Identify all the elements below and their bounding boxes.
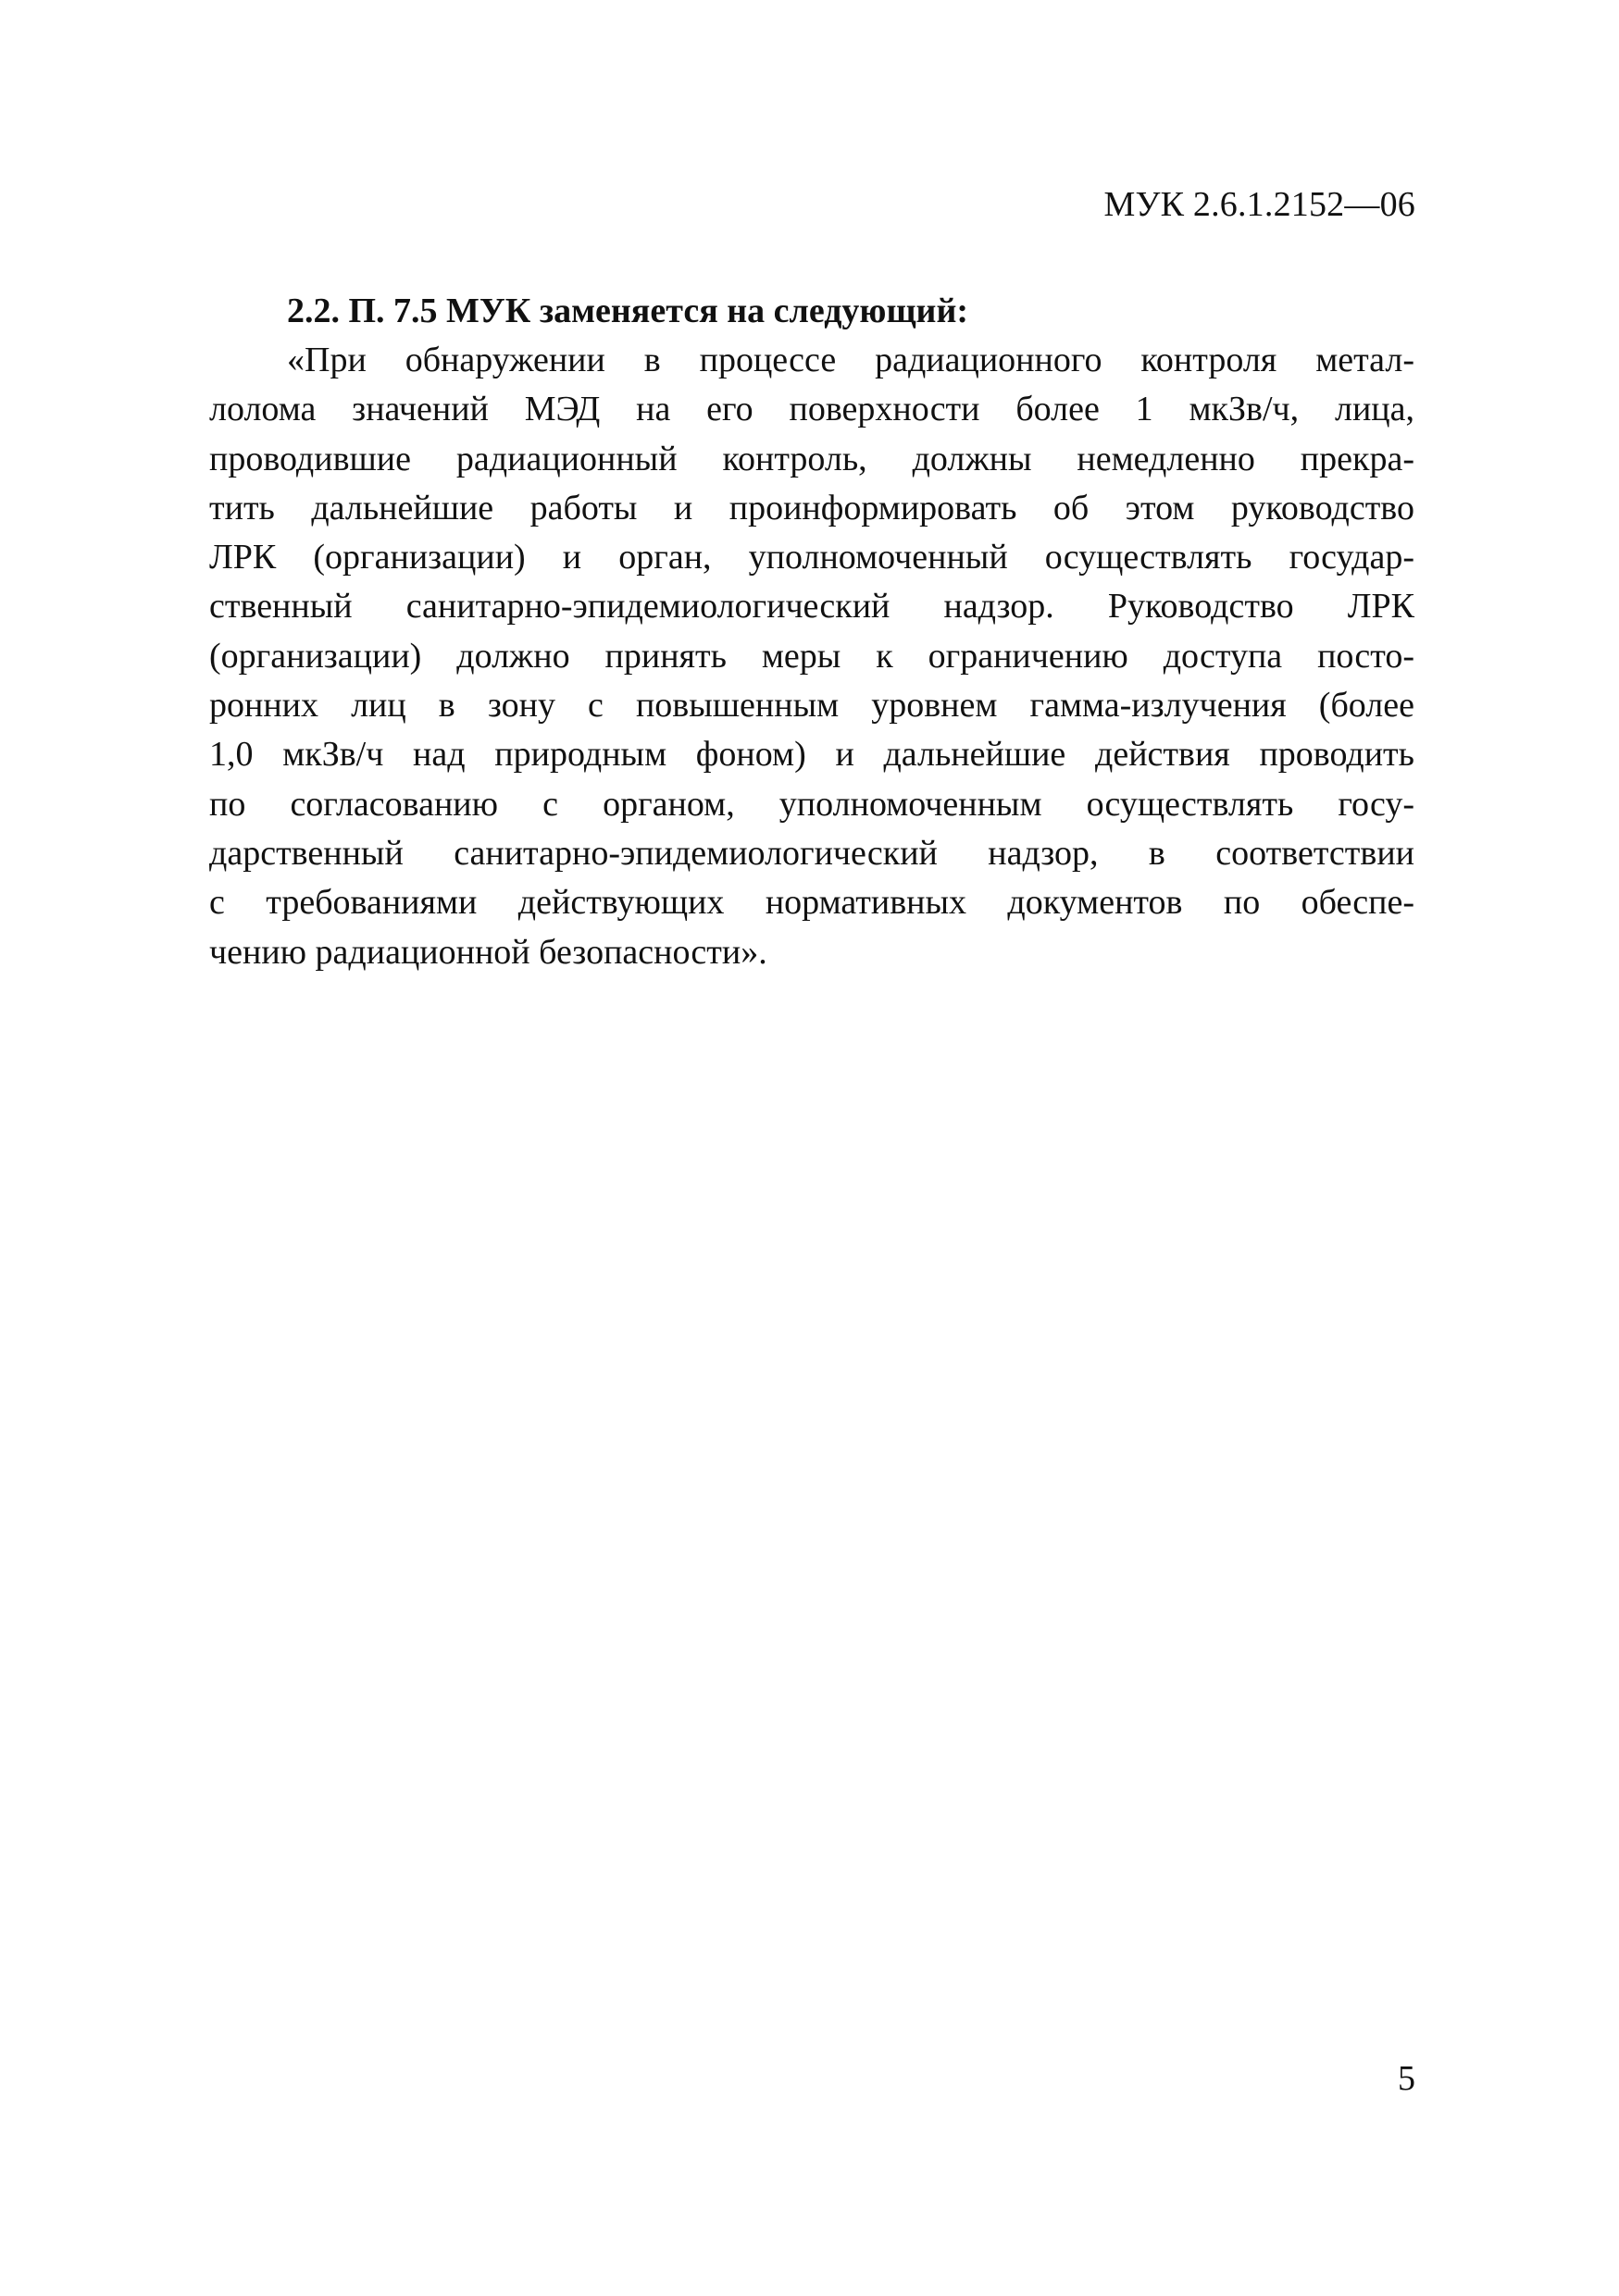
paragraph-line: ственный санитарно-эпидемиологический надзор. Руководство ЛРК [209, 587, 1414, 627]
paragraph-line: «При обнаружении в процессе радиационного контроля метал- [287, 341, 1414, 379]
document-code-header: МУК 2.6.1.2152—06 [1103, 185, 1415, 224]
paragraph-line: проводившие радиационный контроль, должны немедленно прекра- [209, 439, 1414, 478]
paragraph-line: по согласованию с органом, уполномоченным осуществлять госу- [209, 784, 1414, 824]
paragraph-line: дарственный санитарно-эпидемиологический надзор, в соответствии [209, 833, 1414, 873]
paragraph-line: чению радиационной безопасности». [209, 932, 767, 972]
section-heading: 2.2. П. 7.5 МУК заменяется на следующий: [287, 292, 968, 330]
paragraph-line: лолома значений МЭД на его поверхности более 1 мкЗв/ч, лица, [209, 390, 1414, 429]
page-number: 5 [1398, 2059, 1415, 2098]
paragraph-line: (организации) должно принять меры к ограничению доступа посто- [209, 636, 1414, 676]
paragraph-line: с требованиями действующих нормативных документов по обеспе- [209, 883, 1414, 923]
section-content [209, 287, 1414, 977]
paragraph-line: тить дальнейшие работы и проинформировать об этом руководство [209, 488, 1414, 527]
paragraph-line: 1,0 мкЗв/ч над природным фоном) и дальнейшие действия проводить [209, 735, 1414, 775]
paragraph-line: ЛРК (организации) и орган, уполномоченный осуществлять государ- [209, 538, 1414, 577]
paragraph-line: ронних лиц в зону с повышенным уровнем гамма-излучения (более [209, 686, 1414, 726]
amendment-paragraph [209, 336, 1414, 977]
